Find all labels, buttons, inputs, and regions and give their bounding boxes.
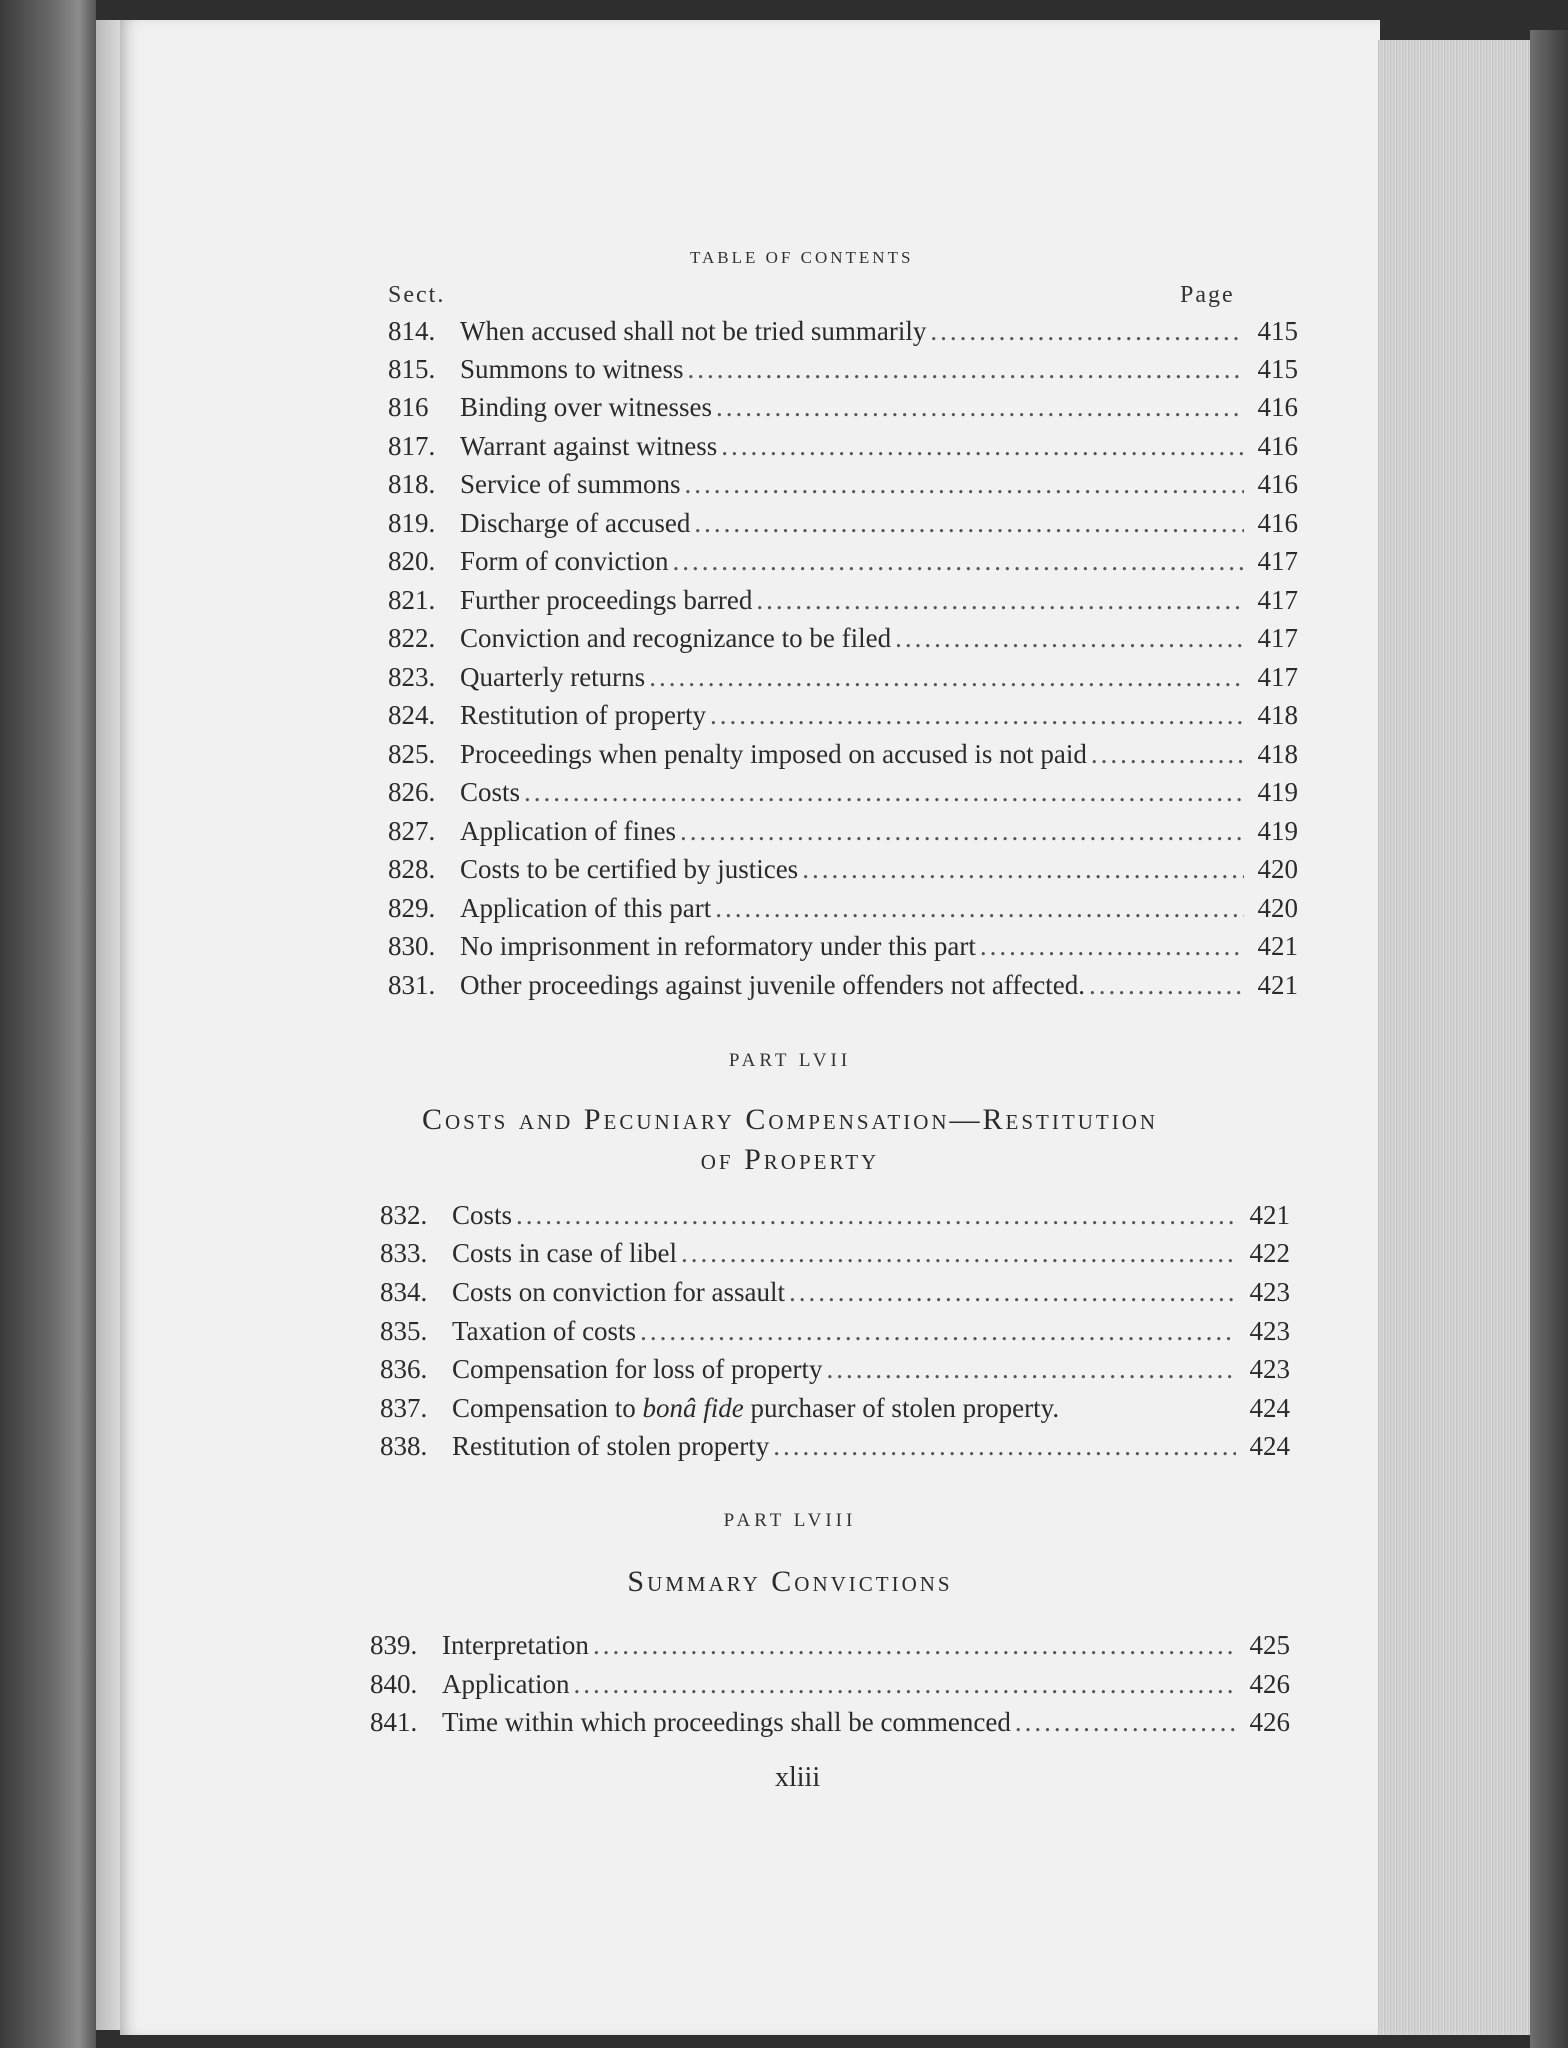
page-column-heading: Page <box>1180 282 1235 308</box>
toc-entry: 819. Discharge of accused ..... 416 <box>388 508 1298 544</box>
toc-entry: 820. Form of conviction ..... 417 <box>388 546 1298 582</box>
italic-phrase: bonâ fide <box>642 1393 744 1423</box>
part-57-title-line2: of Property <box>700 1143 880 1176</box>
book-cover-edge <box>1530 30 1568 2048</box>
toc-entry: 841. Time within which proceedings shall be commenced ..... 426 <box>370 1707 1290 1743</box>
toc-entry: 840. Application ..... 426 <box>370 1669 1290 1705</box>
toc-entry: 814. When accused shall not be tried summarily ..... 415 <box>388 316 1298 352</box>
toc-entry: 838. Restitution of stolen property ..... 424 <box>380 1431 1290 1467</box>
toc-entry: 828. Costs to be certified by justices ..... 420 <box>388 854 1298 890</box>
toc-entry: 826. Costs ..... 419 <box>388 777 1298 813</box>
part-58-label: PART LVIII <box>723 1510 857 1531</box>
toc-entry: 817. Warrant against witness ..... 416 <box>388 431 1298 467</box>
toc-entry: 835. Taxation of costs ..... 423 <box>380 1316 1290 1352</box>
toc-entry: 833. Costs in case of libel ..... 422 <box>380 1238 1290 1274</box>
toc-entry: 824. Restitution of property ..... 418 <box>388 700 1298 736</box>
toc-entry: 839. Interpretation ..... 425 <box>370 1630 1290 1666</box>
toc-entry: 830. No imprisonment in reformatory under this part ..... 421 <box>388 931 1298 967</box>
toc-entry: 821. Further proceedings barred ..... 417 <box>388 585 1298 621</box>
toc-entry: 829. Application of this part ..... 420 <box>388 893 1298 929</box>
toc-entry: 822. Conviction and recognizance to be filed ..... 417 <box>388 623 1298 659</box>
part-58-title: Summary Convictions <box>627 1565 953 1598</box>
toc-entry: 815. Summons to witness ..... 415 <box>388 354 1298 390</box>
book-page <box>120 20 1380 2035</box>
part-57-label: PART LVII <box>728 1050 852 1071</box>
toc-entry: 831. Other proceedings against juvenile offenders not affected. ..... 421 <box>388 970 1298 1006</box>
running-head: TABLE OF CONTENTS <box>690 248 914 267</box>
part-57-title-line1: Costs and Pecuniary Compensation—Restitution <box>421 1103 1159 1136</box>
toc-entry: 825. Proceedings when penalty imposed on accused is not paid ..... 418 <box>388 739 1298 775</box>
page-folio: xliii <box>775 1762 821 1793</box>
left-book-cover <box>0 0 96 2048</box>
section-column-heading: Sect. <box>388 282 446 308</box>
toc-entry: 823. Quarterly returns ..... 417 <box>388 662 1298 698</box>
toc-entry: 818. Service of summons ..... 416 <box>388 469 1298 505</box>
toc-entry: 837. Compensation to bonâ fide purchaser of stolen property. 424 <box>380 1393 1290 1423</box>
page-stack-edge <box>1378 40 1538 2035</box>
toc-entry: 834. Costs on conviction for assault ..... 423 <box>380 1277 1290 1313</box>
toc-entry: 816 Binding over witnesses ..... 416 <box>388 392 1298 428</box>
toc-entry: 832. Costs ..... 421 <box>380 1200 1290 1236</box>
toc-entry: 836. Compensation for loss of property ..... 423 <box>380 1354 1290 1390</box>
toc-entry: 827. Application of fines ..... 419 <box>388 816 1298 852</box>
